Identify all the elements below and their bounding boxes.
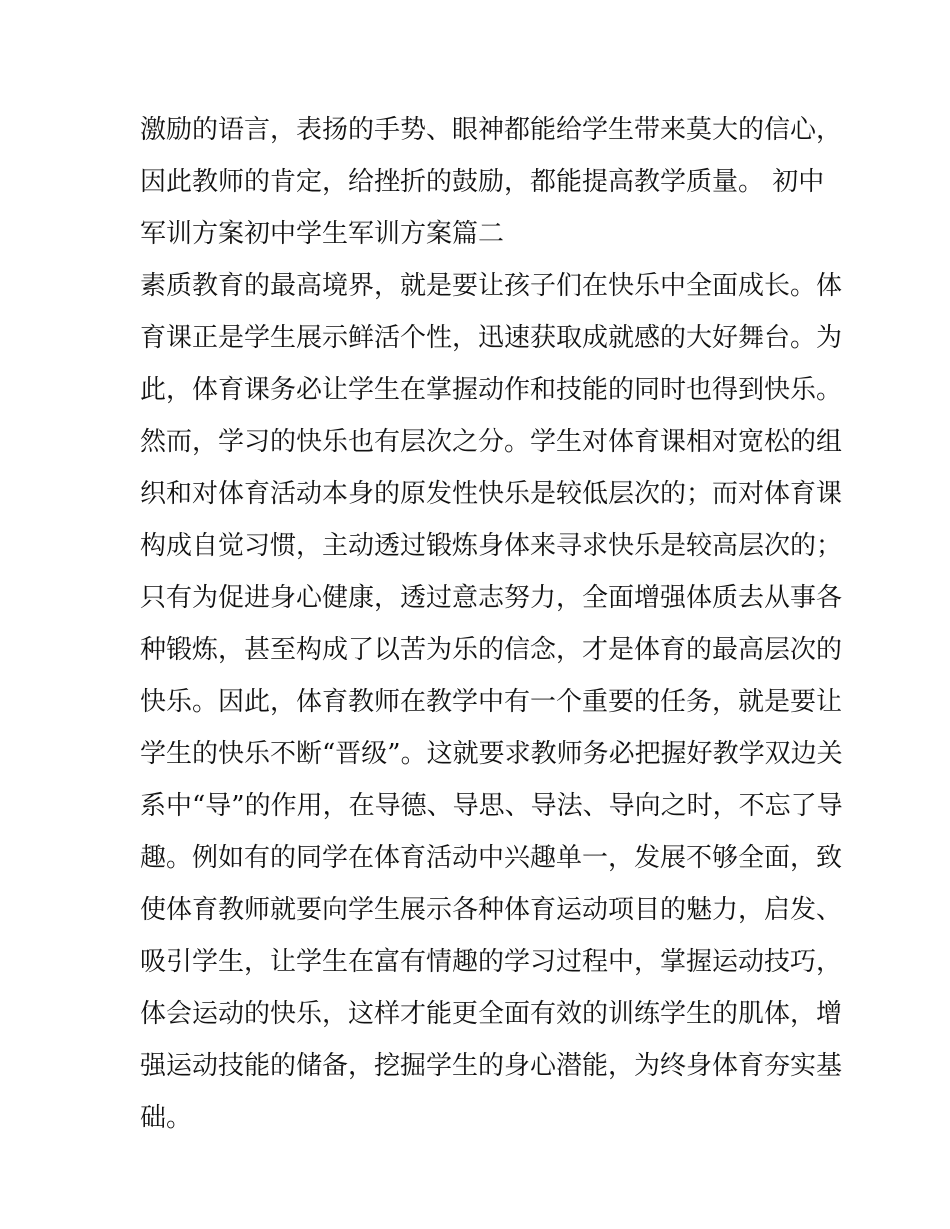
text-line: 体会运动的快乐，这样才能更全面有效的训练学生的肌体，增 [140,999,843,1029]
text-line: 育课正是学生展示鲜活个性，迅速获取成就感的大好舞台。为 [140,323,843,353]
text-line: 只有为促进身心健康，透过意志努力，全面增强体质去从事各 [140,583,843,613]
body-text [140,104,843,1144]
text-line: 趣。例如有的同学在体育活动中兴趣单一，发展不够全面，致 [140,843,843,873]
text-line: 使体育教师就要向学生展示各种体育运动项目的魅力，启发、 [140,895,843,925]
text-line: 素质教育的最高境界，就是要让孩子们在快乐中全面成长。体 [140,271,843,301]
text-line: 础。 [140,1103,193,1133]
text-line: 快乐。因此，体育教师在教学中有一个重要的任务，就是要让 [140,687,843,717]
text-line: 学生的快乐不断“晋级”。这就要求教师务必把握好教学双边关 [140,739,843,769]
text-line: 因此教师的肯定，给挫折的鼓励，都能提高教学质量。 初中 [140,167,825,197]
section-heading: 军训方案初中学生军训方案篇二 [140,219,505,249]
text-line: 此，体育课务必让学生在掌握动作和技能的同时也得到快乐。 [140,375,843,405]
text-line: 激励的语言，表扬的手势、眼神都能给学生带来莫大的信心， [140,115,843,145]
text-line: 织和对体育活动本身的原发性快乐是较低层次的；而对体育课 [140,479,843,509]
text-line: 吸引学生，让学生在富有情趣的学习过程中，掌握运动技巧， [140,947,843,977]
text-line: 强运动技能的储备，挖掘学生的身心潜能，为终身体育夯实基 [140,1051,843,1081]
text-line: 构成自觉习惯，主动透过锻炼身体来寻求快乐是较高层次的； [140,531,843,561]
text-line: 种锻炼，甚至构成了以苦为乐的信念，才是体育的最高层次的 [140,635,843,665]
text-line: 系中“导”的作用，在导德、导思、导法、导向之时，不忘了导 [140,791,843,821]
text-line: 然而，学习的快乐也有层次之分。学生对体育课相对宽松的组 [140,427,843,457]
